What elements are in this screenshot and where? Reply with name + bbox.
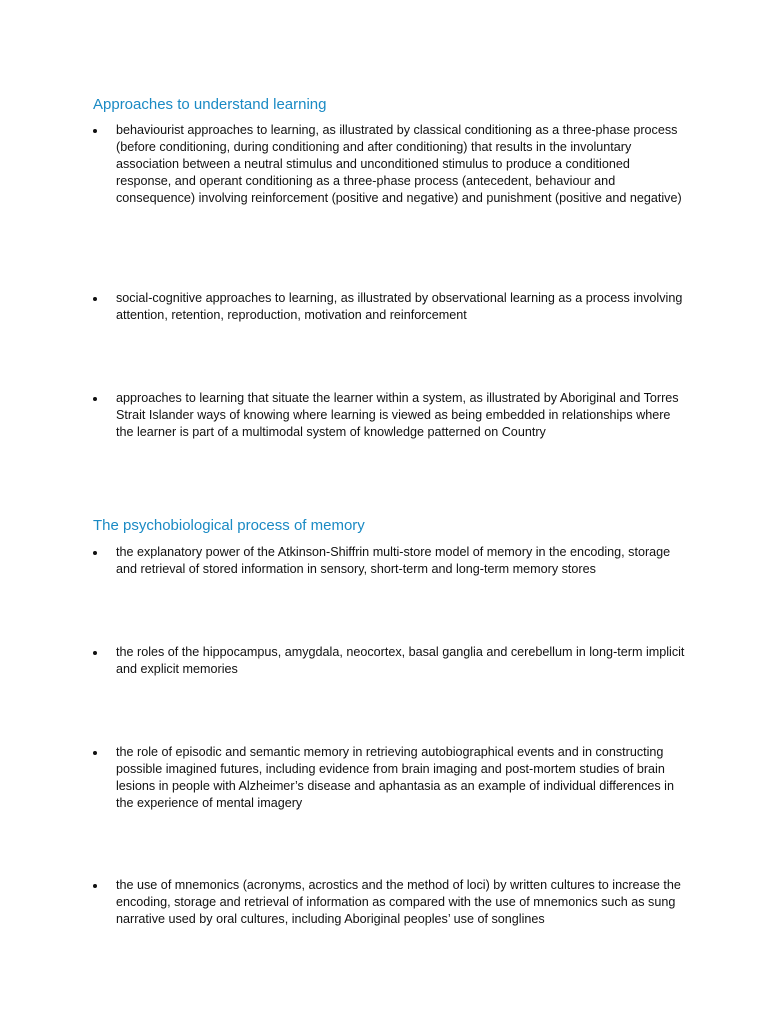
list-item-text: the explanatory power of the Atkinson-Shiffrin multi-store model of memory in the encoding, storage and retrieval of stored information in sensory, short-term and long-term memory stores <box>116 545 671 576</box>
section-heading-learning: Approaches to understand learning <box>93 96 327 113</box>
list-item-text: behaviourist approaches to learning, as illustrated by classical conditioning as a three-phase process (before conditioning, during conditioning and after conditioning) that results in the involuntary association between a neutral stimulus and unconditioned stimulus to produce a conditioned response, and operant conditioning as a three-phase process (antecedent, behaviour and consequence) involving reinforcement (positive and negative) and punishment (positive and negative) <box>116 123 682 205</box>
list-item-text: social-cognitive approaches to learning, as illustrated by observational learning as a process involving attention, retention, reproduction, motivation and reinforcement <box>116 291 683 322</box>
list-item-text: the roles of the hippocampus, amygdala, neocortex, basal ganglia and cerebellum in long-term implicit and explicit memories <box>116 645 685 676</box>
list-item-text: approaches to learning that situate the learner within a system, as illustrated by Aboriginal and Torres Strait Islander ways of knowing where learning is viewed as being embedded in relationships where the learner is part of a multimodal system of knowledge patterned on Country <box>116 391 679 439</box>
list-item-text: the use of mnemonics (acronyms, acrostics and the method of loci) by written cultures to increase the encoding, storage and retrieval of information as compared with the use of mnemonics such as sung narrative used by oral cultures, including Aboriginal peoples’ use of songlines <box>116 878 681 926</box>
section-heading-memory: The psychobiological process of memory <box>93 517 365 534</box>
list-item-text: the role of episodic and semantic memory in retrieving autobiographical events and in constructing possible imagined futures, including evidence from brain imaging and post-mortem studies of brain lesions in people with Alzheimer’s disease and aphantasia as an example of individual differences in the experience of mental imagery <box>116 745 674 810</box>
